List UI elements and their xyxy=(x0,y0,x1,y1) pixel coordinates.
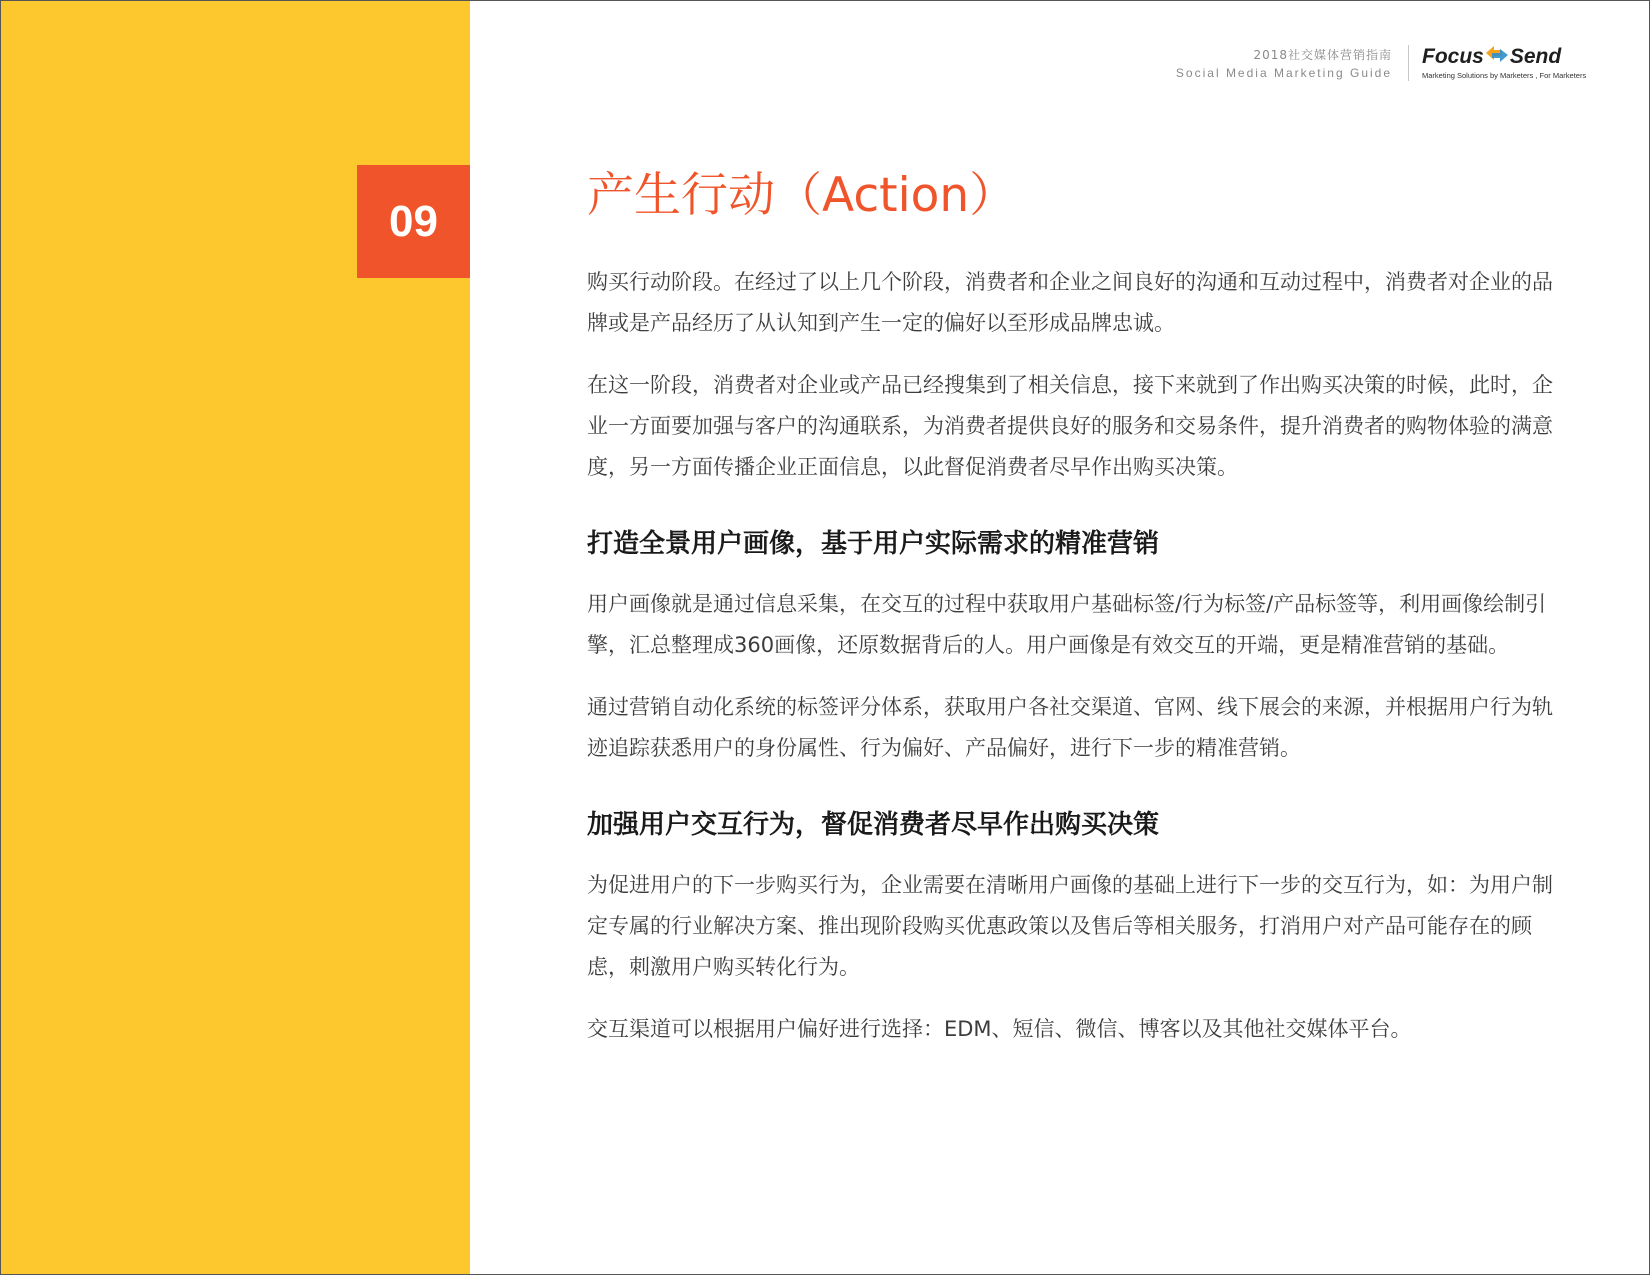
header-guide-title xyxy=(1176,47,1392,83)
section-heading: 打造全景用户画像，基于用户实际需求的精准营销 xyxy=(587,529,1160,559)
logo-arrows-icon xyxy=(1485,44,1509,70)
section-paragraph: 通过营销自动化系统的标签评分体系，获取用户各社交渠道、官网、线下展会的来源，并根据用户行为轨迹追踪获悉用户的身份属性、行为偏好、产品偏好，进行下一步的精准营销。 xyxy=(587,695,1553,760)
intro-paragraph: 购买行动阶段。在经过了以上几个阶段，消费者和企业之间良好的沟通和互动过程中，消费者对企业的品牌或是产品经历了从认知到产生一定的偏好以至形成品牌忠诚。 xyxy=(587,270,1553,335)
section-paragraph: 交互渠道可以根据用户偏好进行选择：EDM、短信、微信、博客以及其他社交媒体平台。 xyxy=(587,1017,1412,1041)
section-paragraph: 为促进用户的下一步购买行为，企业需要在清晰用户画像的基础上进行下一步的交互行为，如：为用户制定专属的行业解决方案、推出现阶段购买优惠政策以及售后等相关服务，打消用户对产品可能存在的顾虑，刺激用户购买转化行为。 xyxy=(587,873,1553,979)
page-number: 09 xyxy=(389,196,438,246)
section-paragraph: 用户画像就是通过信息采集，在交互的过程中获取用户基础标签/行为标签/产品标签等，利用画像绘制引擎，汇总整理成360画像，还原数据背后的人。用户画像是有效交互的开端，更是精准营销的基础。 xyxy=(587,592,1547,657)
guide-title-cn: 2018社交媒体营销指南 xyxy=(1253,48,1392,62)
guide-title-en: Social Media Marketing Guide xyxy=(1175,66,1392,80)
logo-tagline: Marketing Solutions by Marketers , For Marketers xyxy=(1422,71,1587,80)
page-number-badge xyxy=(357,165,470,278)
focussend-logo xyxy=(1422,44,1592,84)
section-heading: 加强用户交互行为，督促消费者尽早作出购买决策 xyxy=(587,810,1160,840)
main-content xyxy=(587,160,1557,1071)
intro-paragraph: 在这一阶段，消费者对企业或产品已经搜集到了相关信息，接下来就到了作出购买决策的时候，此时，企业一方面要加强与客户的沟通联系，为消费者提供良好的服务和交易条件，提升消费者的购物体验的满意度，另一方面传播企业正面信息，以此督促消费者尽早作出购买决策。 xyxy=(587,373,1553,479)
page-title: 产生行动（Action） xyxy=(587,168,1017,223)
header-divider xyxy=(1408,45,1409,81)
logo-word-right: Send xyxy=(1509,45,1562,68)
logo-word-left: Focus xyxy=(1422,45,1484,68)
